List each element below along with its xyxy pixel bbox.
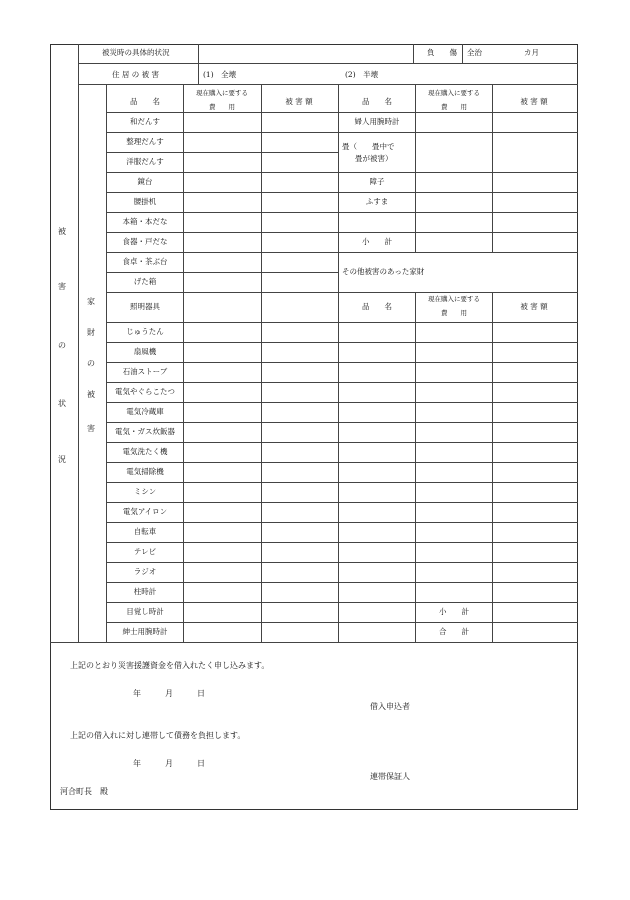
- list-item: 自転車: [133, 527, 157, 536]
- list-item: 和だんす: [130, 117, 160, 126]
- list-item: 腰掛机: [133, 197, 157, 206]
- list-item: げた箱: [133, 277, 157, 286]
- other-subtotal-label: 小 計: [439, 607, 469, 616]
- other-cost-column-header-2: 費 用: [441, 309, 467, 317]
- right-item-tatami-1: 畳（ 畳中で: [342, 142, 395, 151]
- other-cost-column-header-1: 現在購入に要する: [428, 295, 480, 303]
- right-subtotal-label: 小 計: [362, 237, 392, 246]
- application-date: 年 月 日: [133, 689, 205, 698]
- guarantee-statement: 上記の借入れに対し連帯して債務を負担します。: [70, 731, 246, 740]
- addressee: 河合町長 殿: [60, 787, 108, 796]
- right-item-tatami-2: 畳が被害）: [355, 154, 393, 163]
- right-item-fusuma: ふすま: [365, 197, 389, 206]
- list-item: 石油ストーブ: [122, 367, 168, 376]
- other-item-column-header: 品 名: [362, 302, 392, 311]
- damage-column-header-right: 被 害 額: [520, 97, 548, 106]
- total-label: 合 計: [439, 627, 469, 636]
- right-item-watch: 婦人用腕時計: [354, 117, 400, 126]
- list-item: 電気やぐらこたつ: [115, 387, 175, 396]
- situation-label: 被災時の具体的状況: [102, 48, 170, 57]
- list-item: 本箱・本だな: [122, 217, 168, 226]
- applicant-label: 借入申込者: [370, 702, 410, 711]
- list-item: 鏡台: [137, 177, 153, 186]
- list-item: ミシン: [133, 487, 157, 496]
- cost-column-header-right-2: 費 用: [441, 103, 467, 111]
- list-item: 柱時計: [133, 587, 157, 596]
- other-section-title: その他被害のあった家財: [342, 267, 425, 276]
- cost-column-header-1: 現在購入に要する: [196, 89, 248, 97]
- list-item: 洋服だんす: [126, 157, 164, 166]
- list-item: テレビ: [133, 547, 157, 556]
- list-item: 扇風機: [133, 347, 157, 356]
- item-column-header: 品 名: [130, 97, 160, 106]
- list-item: 食卓・茶ぶ台: [122, 257, 168, 266]
- housing-option-2: (2) 半壊: [345, 70, 379, 79]
- list-item: 電気掃除機: [126, 467, 164, 476]
- list-item: 電気冷蔵庫: [126, 407, 164, 416]
- right-item-shoji: 障子: [369, 177, 385, 186]
- list-item: 電気アイロン: [122, 507, 168, 516]
- damage-column-header: 被 害 額: [285, 97, 313, 106]
- recovery-label: 全治: [467, 48, 482, 57]
- guarantee-date: 年 月 日: [133, 759, 205, 768]
- list-item: 目覚し時計: [126, 607, 164, 616]
- guarantor-label: 連帯保証人: [370, 772, 410, 781]
- list-item: 紳士用腕時計: [122, 627, 168, 636]
- months-label: カ月: [524, 48, 539, 57]
- list-item: 電気・ガス炊飯器: [115, 427, 175, 436]
- list-item: ラジオ: [133, 567, 157, 576]
- other-damage-column-header: 被 害 額: [520, 302, 548, 311]
- injury-label: 負 傷: [427, 48, 457, 57]
- housing-option-1: (1) 全壊: [203, 70, 237, 79]
- cost-column-header-right-1: 現在購入に要する: [428, 89, 480, 97]
- item-column-header-right: 品 名: [362, 97, 392, 106]
- list-item: 食器・戸だな: [122, 237, 168, 246]
- list-item: じゅうたん: [126, 327, 164, 336]
- cost-column-header-2: 費 用: [209, 103, 235, 111]
- application-statement: 上記のとおり災害援護資金を借入れたく申し込みます。: [70, 661, 270, 670]
- list-item: 整理だんす: [126, 137, 164, 146]
- list-item: 電気洗たく機: [122, 447, 168, 456]
- list-item: 照明器具: [130, 302, 160, 311]
- housing-label: 住 居 の 被 害: [112, 70, 160, 79]
